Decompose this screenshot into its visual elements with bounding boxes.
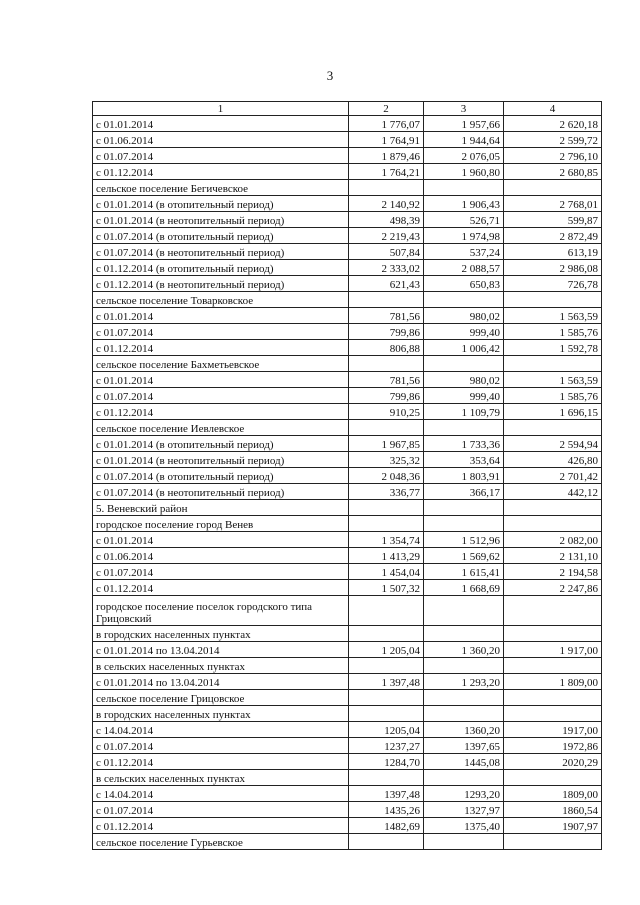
value-col-3: 353,64: [424, 452, 504, 468]
value-col-2: [349, 626, 424, 642]
value-col-2: 1397,48: [349, 786, 424, 802]
value-col-4: [504, 658, 602, 674]
value-col-3: [424, 706, 504, 722]
value-col-4: [504, 690, 602, 706]
row-label: сельское поселение Бахметьевское: [93, 356, 349, 372]
value-col-2: 799,86: [349, 324, 424, 340]
value-col-3: [424, 690, 504, 706]
table-row: [93, 244, 602, 260]
row-label: с 01.12.2014: [93, 818, 349, 834]
value-col-4: 2 986,08: [504, 260, 602, 276]
value-col-4: [504, 596, 602, 626]
row-label: с 01.12.2014: [93, 164, 349, 180]
value-col-2: 1 764,21: [349, 164, 424, 180]
section-row: [93, 658, 602, 674]
value-col-2: [349, 658, 424, 674]
value-col-2: 799,86: [349, 388, 424, 404]
section-row: [93, 770, 602, 786]
table-row: [93, 436, 602, 452]
value-col-4: 2 768,01: [504, 196, 602, 212]
value-col-3: 1293,20: [424, 786, 504, 802]
value-col-2: 325,32: [349, 452, 424, 468]
value-col-2: 1435,26: [349, 802, 424, 818]
value-col-2: 1205,04: [349, 722, 424, 738]
header-cell: 1: [93, 102, 349, 116]
row-label: с 01.07.2014: [93, 388, 349, 404]
table-row: [93, 738, 602, 754]
table-row: [93, 580, 602, 596]
value-col-4: 1 592,78: [504, 340, 602, 356]
table-row: [93, 388, 602, 404]
value-col-2: 1 413,29: [349, 548, 424, 564]
value-col-4: 726,78: [504, 276, 602, 292]
value-col-2: 781,56: [349, 308, 424, 324]
value-col-4: 1 696,15: [504, 404, 602, 420]
value-col-3: 537,24: [424, 244, 504, 260]
value-col-2: 336,77: [349, 484, 424, 500]
value-col-2: 1 454,04: [349, 564, 424, 580]
value-col-3: 1397,65: [424, 738, 504, 754]
row-label: городское поселение поселок городского типа Грицовский: [93, 596, 349, 626]
value-col-2: 1 879,46: [349, 148, 424, 164]
row-label: сельское поселение Товарковское: [93, 292, 349, 308]
row-label: с 01.07.2014: [93, 564, 349, 580]
value-col-3: 1 906,43: [424, 196, 504, 212]
table-row: [93, 372, 602, 388]
row-label: с 01.07.2014 (в неотопительный период): [93, 244, 349, 260]
value-col-2: 806,88: [349, 340, 424, 356]
section-row: [93, 292, 602, 308]
value-col-2: 1 397,48: [349, 674, 424, 690]
value-col-2: 1482,69: [349, 818, 424, 834]
row-label: городское поселение город Венев: [93, 516, 349, 532]
table-row: [93, 468, 602, 484]
row-label: с 01.12.2014: [93, 340, 349, 356]
table-row: [93, 818, 602, 834]
value-col-2: 1237,27: [349, 738, 424, 754]
row-label: с 01.01.2014 (в отопительный период): [93, 436, 349, 452]
row-label: с 01.12.2014: [93, 754, 349, 770]
row-label: с 01.01.2014: [93, 116, 349, 132]
value-col-3: 1 957,66: [424, 116, 504, 132]
value-col-4: 1 563,59: [504, 308, 602, 324]
header-cell: 2: [349, 102, 424, 116]
section-row: [93, 180, 602, 196]
value-col-2: 498,39: [349, 212, 424, 228]
row-label: с 01.12.2014 (в неотопительный период): [93, 276, 349, 292]
value-col-3: 999,40: [424, 324, 504, 340]
value-col-2: 1 205,04: [349, 642, 424, 658]
row-label: 5. Веневский район: [93, 500, 349, 516]
table-row: [93, 786, 602, 802]
value-col-2: [349, 180, 424, 196]
value-col-2: 1 776,07: [349, 116, 424, 132]
row-label: с 14.04.2014: [93, 786, 349, 802]
value-col-2: [349, 420, 424, 436]
table-row: [93, 212, 602, 228]
row-label: с 01.01.2014 (в отопительный период): [93, 196, 349, 212]
value-col-4: 1 917,00: [504, 642, 602, 658]
value-col-4: [504, 834, 602, 850]
value-col-4: [504, 420, 602, 436]
value-col-4: 1972,86: [504, 738, 602, 754]
row-label: в сельских населенных пунктах: [93, 770, 349, 786]
row-label: с 01.07.2014: [93, 738, 349, 754]
table-row: [93, 164, 602, 180]
value-col-3: 366,17: [424, 484, 504, 500]
value-col-3: 1 733,36: [424, 436, 504, 452]
value-col-4: [504, 292, 602, 308]
section-row: [93, 516, 602, 532]
value-col-4: [504, 180, 602, 196]
value-col-3: [424, 770, 504, 786]
value-col-4: 1 563,59: [504, 372, 602, 388]
row-label: с 01.07.2014: [93, 148, 349, 164]
row-label: с 01.01.2014 по 13.04.2014: [93, 642, 349, 658]
value-col-4: [504, 770, 602, 786]
value-col-4: 2 701,42: [504, 468, 602, 484]
value-col-3: 1 512,96: [424, 532, 504, 548]
value-col-3: 2 088,57: [424, 260, 504, 276]
value-col-2: 2 333,02: [349, 260, 424, 276]
row-label: сельское поселение Гурьевское: [93, 834, 349, 850]
value-col-2: [349, 706, 424, 722]
row-label: с 14.04.2014: [93, 722, 349, 738]
table-row: [93, 802, 602, 818]
row-label: с 01.01.2014: [93, 532, 349, 548]
value-col-4: 1809,00: [504, 786, 602, 802]
value-col-3: 1360,20: [424, 722, 504, 738]
section-row: [93, 596, 602, 626]
value-col-2: [349, 690, 424, 706]
value-col-2: 781,56: [349, 372, 424, 388]
value-col-2: 1 764,91: [349, 132, 424, 148]
table-row: [93, 484, 602, 500]
value-col-2: [349, 596, 424, 626]
value-col-3: 1 803,91: [424, 468, 504, 484]
value-col-2: 1 967,85: [349, 436, 424, 452]
value-col-4: 2 594,94: [504, 436, 602, 452]
value-col-4: 2 194,58: [504, 564, 602, 580]
value-col-4: 442,12: [504, 484, 602, 500]
table-row: [93, 532, 602, 548]
table-row: [93, 308, 602, 324]
value-col-4: 2 796,10: [504, 148, 602, 164]
table-row: [93, 754, 602, 770]
row-label: сельское поселение Бегичевское: [93, 180, 349, 196]
value-col-4: [504, 500, 602, 516]
value-col-3: 980,02: [424, 372, 504, 388]
value-col-2: 910,25: [349, 404, 424, 420]
value-col-3: 2 076,05: [424, 148, 504, 164]
value-col-4: 1 809,00: [504, 674, 602, 690]
table-row: [93, 148, 602, 164]
value-col-4: 2 680,85: [504, 164, 602, 180]
value-col-4: 1 585,76: [504, 324, 602, 340]
value-col-3: 1 668,69: [424, 580, 504, 596]
row-label: в городских населенных пунктах: [93, 626, 349, 642]
value-col-2: [349, 770, 424, 786]
section-row: [93, 834, 602, 850]
section-row: [93, 626, 602, 642]
page-number: 3: [326, 68, 334, 83]
row-label: с 01.01.2014 (в неотопительный период): [93, 212, 349, 228]
value-col-4: 613,19: [504, 244, 602, 260]
value-col-3: 980,02: [424, 308, 504, 324]
row-label: сельское поселение Иевлевское: [93, 420, 349, 436]
table-row: [93, 404, 602, 420]
value-col-2: 621,43: [349, 276, 424, 292]
row-label: с 01.07.2014: [93, 802, 349, 818]
value-col-3: 1 615,41: [424, 564, 504, 580]
value-col-3: 1445,08: [424, 754, 504, 770]
header-cell: 3: [424, 102, 504, 116]
value-col-3: 526,71: [424, 212, 504, 228]
value-col-3: 650,83: [424, 276, 504, 292]
row-label: с 01.07.2014 (в неотопительный период): [93, 484, 349, 500]
section-row: [93, 706, 602, 722]
value-col-3: [424, 180, 504, 196]
table-row: [93, 452, 602, 468]
table-row: [93, 548, 602, 564]
table-row: [93, 276, 602, 292]
table-row: [93, 132, 602, 148]
value-col-4: 2020,29: [504, 754, 602, 770]
row-label: с 01.12.2014: [93, 404, 349, 420]
row-label: с 01.07.2014: [93, 324, 349, 340]
table-row: [93, 642, 602, 658]
value-col-3: [424, 500, 504, 516]
table-row: [93, 340, 602, 356]
value-col-4: [504, 706, 602, 722]
table-row: [93, 116, 602, 132]
value-col-2: 1 354,74: [349, 532, 424, 548]
table-row: [93, 260, 602, 276]
table-row: [93, 196, 602, 212]
value-col-3: [424, 516, 504, 532]
value-col-3: [424, 596, 504, 626]
value-col-3: [424, 626, 504, 642]
value-col-3: 1 006,42: [424, 340, 504, 356]
table-row: [93, 564, 602, 580]
value-col-4: 2 082,00: [504, 532, 602, 548]
value-col-2: 2 140,92: [349, 196, 424, 212]
value-col-4: 1 585,76: [504, 388, 602, 404]
value-col-3: 1375,40: [424, 818, 504, 834]
row-label: в городских населенных пунктах: [93, 706, 349, 722]
table-row: [93, 722, 602, 738]
value-col-4: [504, 626, 602, 642]
value-col-3: 1 944,64: [424, 132, 504, 148]
value-col-4: 2 872,49: [504, 228, 602, 244]
section-row: [93, 690, 602, 706]
value-col-2: 2 048,36: [349, 468, 424, 484]
value-col-2: 1284,70: [349, 754, 424, 770]
header-cell: 4: [504, 102, 602, 116]
value-col-4: 2 599,72: [504, 132, 602, 148]
value-col-4: [504, 356, 602, 372]
value-col-4: 2 247,86: [504, 580, 602, 596]
row-label: с 01.06.2014: [93, 548, 349, 564]
value-col-2: [349, 292, 424, 308]
value-col-2: 507,84: [349, 244, 424, 260]
value-col-2: 1 507,32: [349, 580, 424, 596]
section-row: [93, 420, 602, 436]
row-label: с 01.01.2014 (в неотопительный период): [93, 452, 349, 468]
value-col-4: 1907,97: [504, 818, 602, 834]
row-label: с 01.06.2014: [93, 132, 349, 148]
table-row: [93, 324, 602, 340]
value-col-4: 1860,54: [504, 802, 602, 818]
value-col-3: 1 974,98: [424, 228, 504, 244]
value-col-3: 1 109,79: [424, 404, 504, 420]
section-row: [93, 500, 602, 516]
table-row: [93, 674, 602, 690]
value-col-3: [424, 658, 504, 674]
table-header-row: [93, 102, 602, 116]
value-col-3: [424, 292, 504, 308]
value-col-3: 1 569,62: [424, 548, 504, 564]
tariff-table: [92, 101, 602, 850]
value-col-3: 1327,97: [424, 802, 504, 818]
row-label: сельское поселение Грицовское: [93, 690, 349, 706]
row-label: с 01.01.2014: [93, 308, 349, 324]
row-label: с 01.07.2014 (в отопительный период): [93, 228, 349, 244]
value-col-3: [424, 420, 504, 436]
table-row: [93, 228, 602, 244]
row-label: с 01.01.2014: [93, 372, 349, 388]
value-col-4: 599,87: [504, 212, 602, 228]
value-col-4: 1917,00: [504, 722, 602, 738]
row-label: с 01.01.2014 по 13.04.2014: [93, 674, 349, 690]
row-label: в сельских населенных пунктах: [93, 658, 349, 674]
value-col-2: [349, 516, 424, 532]
value-col-2: [349, 834, 424, 850]
value-col-3: 999,40: [424, 388, 504, 404]
value-col-3: [424, 834, 504, 850]
value-col-3: 1 293,20: [424, 674, 504, 690]
row-label: с 01.07.2014 (в отопительный период): [93, 468, 349, 484]
value-col-3: 1 960,80: [424, 164, 504, 180]
value-col-4: 2 131,10: [504, 548, 602, 564]
value-col-2: 2 219,43: [349, 228, 424, 244]
section-row: [93, 356, 602, 372]
value-col-2: [349, 500, 424, 516]
row-label: с 01.12.2014 (в отопительный период): [93, 260, 349, 276]
value-col-4: 2 620,18: [504, 116, 602, 132]
value-col-3: [424, 356, 504, 372]
value-col-2: [349, 356, 424, 372]
value-col-3: 1 360,20: [424, 642, 504, 658]
value-col-4: 426,80: [504, 452, 602, 468]
value-col-4: [504, 516, 602, 532]
row-label: с 01.12.2014: [93, 580, 349, 596]
